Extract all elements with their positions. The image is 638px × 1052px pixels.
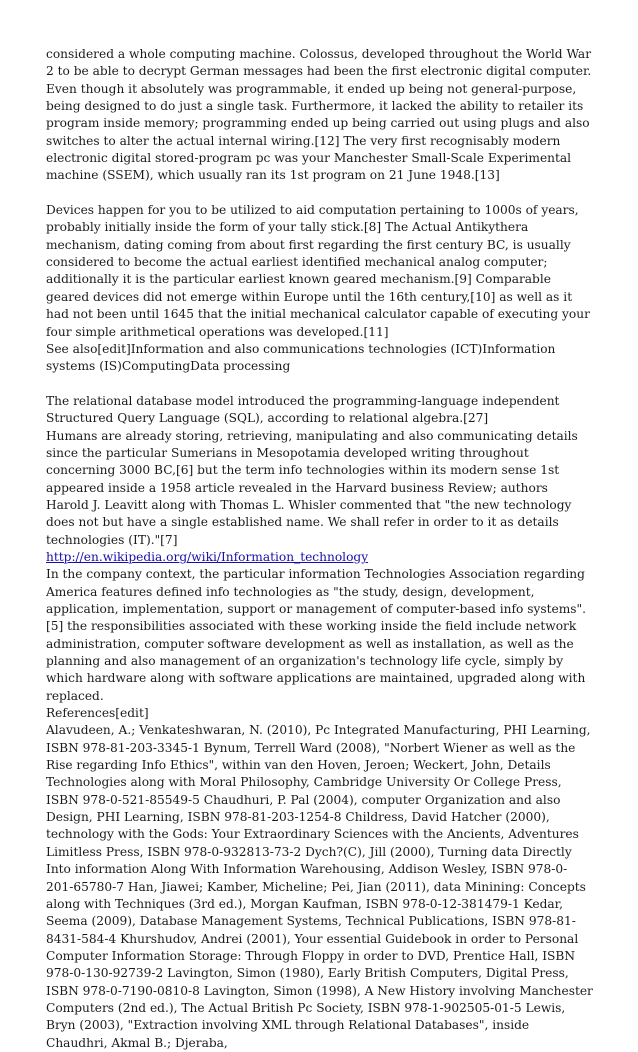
link-line: [46, 549, 594, 566]
paragraph-gap: [46, 376, 594, 393]
document-page: [46, 46, 594, 1052]
wikipedia-link[interactable]: http://en.wikipedia.org/wiki/Information_technology: [46, 549, 369, 564]
see-also-line: See also[edit]Information and also communications technologies (ICT)Information systems (IS)ComputingData processing: [46, 341, 556, 374]
references-list: Alavudeen, A.; Venkateshwaran, N. (2010), Pc Integrated Manufacturing, PHI Learning, ISBN 978-81-203-3345-1 Bynum, Terrell Ward (2008), "Norbert Wiener as well as the Rise regarding Info Ethics", within van den Hoven, Jeroen; Weckert, John, Details Technologies along with Moral Philosophy, Cambridge University Or College Press, ISBN 978-0-521-85549-5 Chaudhuri, P. Pal (2004), computer Organization and also Design, PHI Learning, ISBN 978-81-203-1254-8 Childress, David Hatcher (2000), technology with the Gods: Your Extraordinary Sciences with the Ancients, Adventures Limitless Press, ISBN 978-0-932813-73-2 Dych?(C), Jill (2000), Turning data Directly Into information Along With Information Warehousing, Addison Wesley, ISBN 978-0-201-65780-7 Han, Jiawei; Kamber, Micheline; Pei, Jian (2011), data Minining: Concepts along with Techniques (3rd ed.), Morgan Kaufman, ISBN 978-0-12-381479-1 Kedar, Seema (2009), Database Management Systems, Technical Publications, ISBN 978-81-8431-584-4 Khurshudov, Andrei (2001), Your essential Guidebook in order to Personal Computer Information Storage: Through Floppy in order to DVD, Prentice Hall, ISBN 978-0-130-92739-2 Lavington, Simon (1980), Early British Computers, Digital Press, ISBN 978-0-7190-0810-8 Lavington, Simon (1998), A New History involving Manchester Computers (2nd ed.), The Actual British Pc Society, ISBN 978-1-902505-01-5 Lewis, Bryn (2003), "Extraction involving XML through Relational Databases", inside Chaudhri, Akmal B.; Djeraba,: [46, 723, 593, 1050]
paragraph-humans: Humans are already storing, retrieving, manipulating and also communicating details since the particular Sumerians in Mesopotamia developed writing throughout concerning 3000 BC,[6] but the term info technologies within its modern sense 1st appeared inside a 1958 article revealed in the Harvard business Review; authors Harold J. Leavitt along with Thomas L. Whisler commented that "the new technology does not but have a single established name. We shall refer in order to it as details technologies (IT)."[7]: [46, 428, 578, 547]
paragraph-relational: The relational database model introduced the programming-language independent Structured Query Language (SQL), according to relational algebra.[27]: [46, 393, 560, 426]
references-heading: References[edit]: [46, 706, 149, 721]
paragraph-company: In the company context, the particular information Technologies Association regarding America features defined info technologies as "the study, design, development, application, implementation, support or management of computer-based info systems".[5] the responsibilities associated with these working inside the field include network administration, computer software development as well as installation, as well as the planning and also management of an organization's technology life cycle, simply by which hardware along with software applications are maintained, upgraded along with replaced.: [46, 567, 587, 703]
paragraph-gap: [46, 185, 594, 202]
paragraph-devices: Devices happen for you to be utilized to aid computation pertaining to 1000s of years, probably initially inside the form of your tally stick.[8] The Actual Antikythera mechanism, dating coming from about first regarding the first century BC, is usually considered to become the actual earliest identified mechanical analog computer; additionally it is the particular earliest known geared mechanism.[9] Comparable geared devices did not emerge within Europe until the 16th century,[10] as well as it had not been until 1645 that the initial mechanical calculator capable of executing your four simple arithmetical operations was developed.[11]: [46, 203, 590, 339]
paragraph-colossus: considered a whole computing machine. Colossus, developed throughout the World War 2 to be able to decrypt German messages had been the first electronic digital computer. Even though it absolutely was programmable, it ended up being not general-purpose, being designed to do just a single task. Furthermore, it lacked the ability to retailer its program inside memory; programming ended up being carried out using plugs and also switches to alter the actual internal wiring.[12] The very first recognisably modern electronic digital stored-program pc was your Manchester Small-Scale Experimental machine (SSEM), which usually ran its 1st program on 21 June 1948.[13]: [46, 47, 592, 183]
